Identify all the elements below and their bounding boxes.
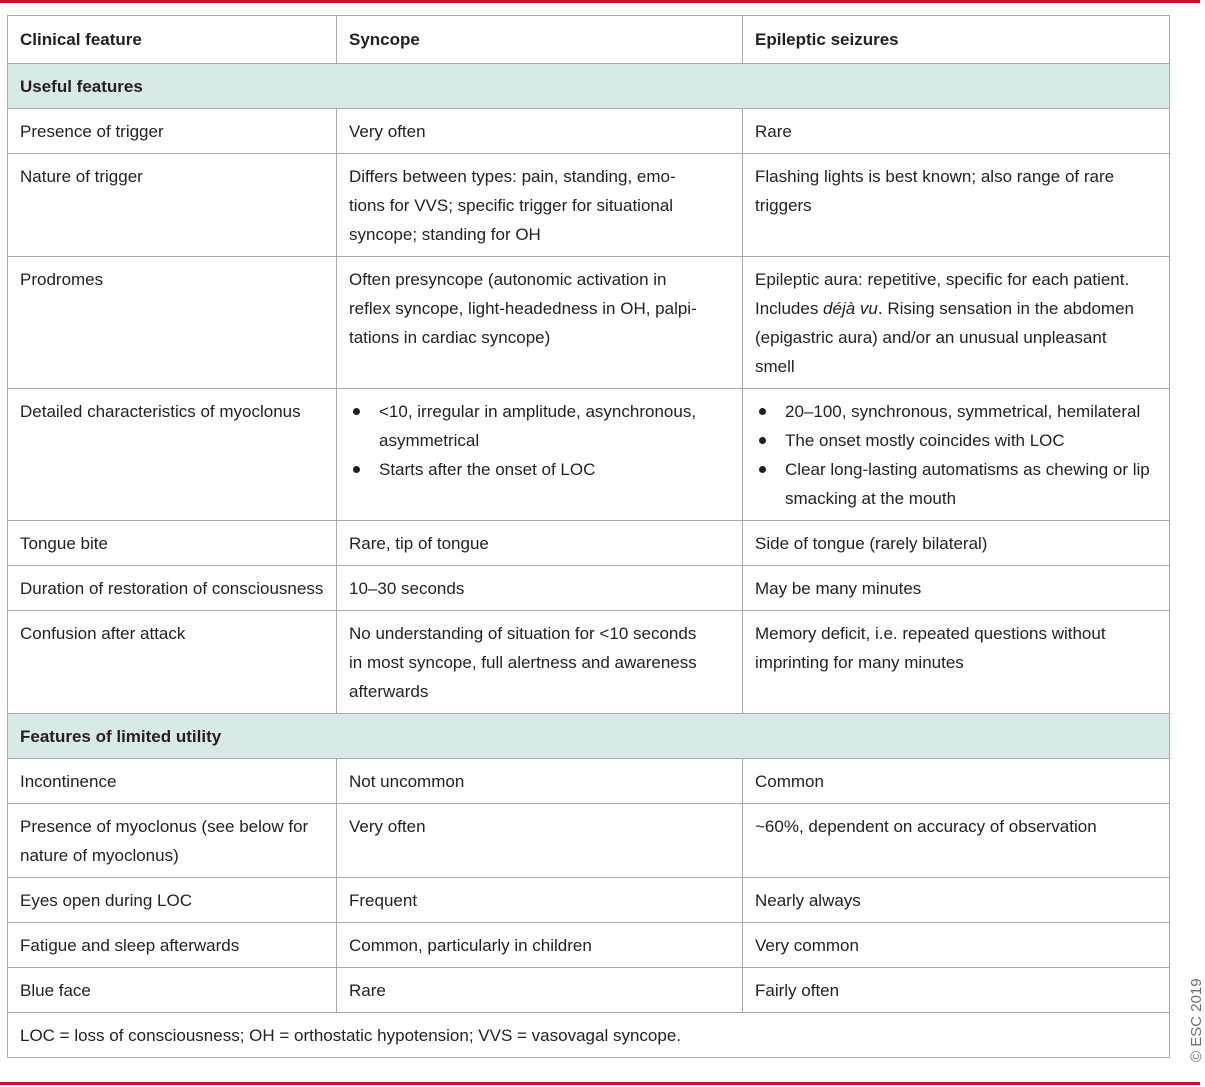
bullet-icon [759, 466, 766, 473]
cell-line: smell [755, 357, 795, 376]
feature-cell: Blue face [8, 968, 337, 1013]
bottom-accent-rule [0, 1082, 1200, 1085]
epileptic-cell: Very common [743, 923, 1170, 968]
list-item [755, 397, 1157, 426]
syncope-cell: Rare [337, 968, 743, 1013]
table-row [8, 759, 1170, 804]
header-syncope: Syncope [337, 16, 743, 64]
syncope-cell: Not uncommon [337, 759, 743, 804]
comparison-table [7, 15, 1170, 1058]
feature-cell: Eyes open during LOC [8, 878, 337, 923]
table-row [8, 566, 1170, 611]
table-row [8, 257, 1170, 389]
list-item [755, 455, 1157, 513]
table-row [8, 154, 1170, 257]
epileptic-cell: Common [743, 759, 1170, 804]
section-row-useful [8, 64, 1170, 109]
list-item [349, 397, 730, 455]
table-row [8, 968, 1170, 1013]
epileptic-cell: Side of tongue (rarely bilateral) [743, 521, 1170, 566]
bullet-list [349, 397, 730, 484]
cell-line: tions for VVS; specific trigger for situational [349, 196, 674, 215]
feature-cell: Nature of trigger [8, 154, 337, 257]
cell-line: No understanding of situation for <10 seconds [349, 624, 697, 643]
section-title: Useful features [8, 64, 1170, 109]
epileptic-cell [743, 389, 1170, 521]
cell-line: triggers [755, 196, 812, 215]
cell-line: afterwards [349, 682, 429, 701]
syncope-cell: Common, particularly in children [337, 923, 743, 968]
footnote-row [8, 1013, 1170, 1058]
epileptic-cell: Fairly often [743, 968, 1170, 1013]
cell-line: in most syncope, full alertness and awareness [349, 653, 697, 672]
cell-line [755, 294, 1157, 323]
cell-line: Flashing lights is best known; also range of rare [755, 167, 1115, 186]
table-row [8, 923, 1170, 968]
cell-line: Differs between types: pain, standing, emo- [349, 167, 676, 186]
bullet-icon [759, 437, 766, 444]
header-epileptic-seizures: Epileptic seizures [743, 16, 1170, 64]
italic-term: déjà vu [823, 299, 878, 318]
epileptic-cell: Nearly always [743, 878, 1170, 923]
section-title: Features of limited utility [8, 714, 1170, 759]
syncope-cell: Very often [337, 804, 743, 878]
list-item-text: <10, irregular in amplitude, asynchronous, asymmetrical [379, 402, 697, 450]
table-row [8, 389, 1170, 521]
cell-line: Epileptic aura: repetitive, specific for each patient. [755, 270, 1130, 289]
syncope-cell: Frequent [337, 878, 743, 923]
cell-line: reflex syncope, light-headedness in OH, palpi- [349, 299, 697, 318]
cell-line: Memory deficit, i.e. repeated questions without [755, 624, 1106, 643]
syncope-cell [337, 154, 743, 257]
syncope-cell [337, 389, 743, 521]
syncope-cell [337, 257, 743, 389]
feature-cell: Presence of trigger [8, 109, 337, 154]
epileptic-cell: May be many minutes [743, 566, 1170, 611]
epileptic-cell [743, 611, 1170, 714]
bullet-icon [759, 408, 766, 415]
table-row [8, 878, 1170, 923]
cell-line: (epigastric aura) and/or an unusual unpleasant [755, 328, 1107, 347]
feature-cell: Prodromes [8, 257, 337, 389]
bullet-list [755, 397, 1157, 513]
header-clinical-feature: Clinical feature [8, 16, 337, 64]
list-item [755, 426, 1157, 455]
bullet-icon [353, 408, 360, 415]
feature-cell: Incontinence [8, 759, 337, 804]
syncope-cell: Very often [337, 109, 743, 154]
syncope-cell: Rare, tip of tongue [337, 521, 743, 566]
epileptic-cell: Rare [743, 109, 1170, 154]
cell-line: imprinting for many minutes [755, 653, 964, 672]
cell-line: syncope; standing for OH [349, 225, 541, 244]
table-row [8, 109, 1170, 154]
feature-cell: Duration of restoration of consciousness [8, 566, 337, 611]
epileptic-cell: ~60%, dependent on accuracy of observation [743, 804, 1170, 878]
bullet-icon [353, 466, 360, 473]
syncope-cell [337, 611, 743, 714]
cell-line: Often presyncope (autonomic activation in [349, 270, 667, 289]
footnote: LOC = loss of consciousness; OH = orthostatic hypotension; VVS = vasovagal syncope. [8, 1013, 1170, 1058]
feature-cell: Presence of myoclonus (see below for nature of myoclonus) [8, 804, 337, 878]
feature-cell: Detailed characteristics of myoclonus [8, 389, 337, 521]
epileptic-cell [743, 257, 1170, 389]
header-row [8, 16, 1170, 64]
feature-cell: Fatigue and sleep afterwards [8, 923, 337, 968]
table-row [8, 521, 1170, 566]
section-row-limited [8, 714, 1170, 759]
list-item-text: The onset mostly coincides with LOC [785, 431, 1065, 450]
list-item-text: Clear long-lasting automatisms as chewing or lip smacking at the mouth [785, 460, 1150, 508]
table-row [8, 611, 1170, 714]
table-row [8, 804, 1170, 878]
cell-text: Includes [755, 299, 824, 318]
copyright-notice: © ESC 2019 [1188, 978, 1205, 1062]
cell-text: . Rising sensation in the abdomen [877, 299, 1134, 318]
epileptic-cell [743, 154, 1170, 257]
cell-line: tations in cardiac syncope) [349, 328, 551, 347]
list-item [349, 455, 730, 484]
list-item-text: 20–100, synchronous, symmetrical, hemilateral [785, 402, 1141, 421]
feature-cell: Confusion after attack [8, 611, 337, 714]
list-item-text: Starts after the onset of LOC [379, 460, 596, 479]
top-accent-rule [0, 0, 1200, 3]
syncope-cell: 10–30 seconds [337, 566, 743, 611]
feature-cell: Tongue bite [8, 521, 337, 566]
